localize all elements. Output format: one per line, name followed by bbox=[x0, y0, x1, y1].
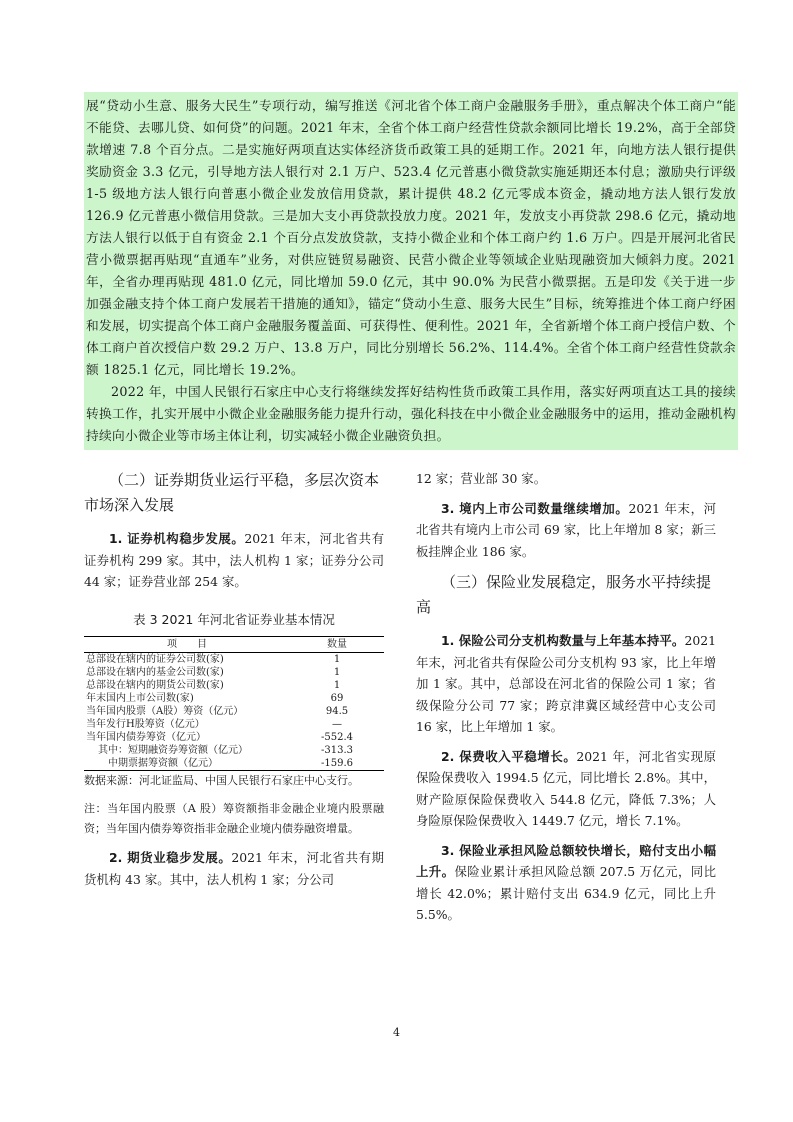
table-row: 当年国内债券筹资（亿元） -552.4 bbox=[86, 732, 353, 743]
table-row: 总部设在辖内的基金公司数(家) 1 bbox=[86, 667, 341, 678]
futures-paragraph: 2. 期货业稳步发展。2021 年末，河北省共有期货机构 43 家。其中，法人机构 1 家；分公司 bbox=[84, 850, 384, 887]
table-row: 当年国内股票（A股）筹资（亿元） 94.5 bbox=[86, 706, 349, 717]
left-column bbox=[84, 468, 384, 898]
policy-paragraph-2: 2022 年，中国人民银行石家庄中心支行将继续发挥好结构性货币政策工具作用，落实好两项直达工具的接续转换工作，扎实开展中小微企业金融服务能力提升行动，强化科技在中小微企业金融服务中的运用，推动金融机构持续向小微企业等市场主体让利，切实减轻小微企业融资负担。 bbox=[86, 384, 736, 443]
table-definition-note: 注：当年国内股票（A 股）筹资额指非金融企业境内股票融资；当年国内债券筹资指非金融企业境内债券融资增量。 bbox=[84, 802, 384, 835]
insurance-branches-lead: 1. 保险公司分支机构数量与上年基本持平。 bbox=[441, 633, 685, 648]
table-row: 年末国内上市公司数(家) 69 bbox=[86, 693, 344, 704]
securities-institutions-paragraph: 1. 证券机构稳步发展。2021 年末，河北省共有证券机构 299 家。其中，法人机构 1 家；证券分公司 44 家；证券营业部 254 家。 bbox=[84, 531, 384, 589]
table-header-value: 数量 bbox=[290, 637, 384, 653]
policy-paragraph-1: 展“贷动小生意、服务大民生”专项行动，编写推送《河北省个体工商户金融服务手册》，重点解决个体工商户“能不能贷、去哪儿贷、如何贷”的问题。2021 年末，全省个体工商户经营性贷款余额同比增长 19.2%，高于全部贷款增速 7.8 个百分点。二是实施好两项直达实体经济货币政策工具的延期工作。2021 年，向地方法人银行提供奖励资金 3.3 亿元，引导地方法人银行对 2.1 万户、523.4 亿元普惠小微贷款实施延期还本付息；激励央行评级 1-5 级地方法人银行向普惠小微企业发放信用贷款，累计提供 48.2 亿元零成本资金，撬动地方法人银行发放 126.9 亿元普惠小微信用贷款。三是加大支小再贷款投放力度。2021 年，发放支小再贷款 298.6 亿元，撬动地方法人银行以低于自有资金 2.1 个百分点发放贷款，支持小微企业和个体工商户约 1.6 万户。四是开展河北省民营小微票据再贴现“直通车”业务，对供应链贸易融资、民营小微企业等领域企业贴现融资加大倾斜力度。2021 年，全省办理再贴现 481.0 亿元，同比增加 59.0 亿元，其中 90.0% 为民营小微票据。五是印发《关于进一步加强金融支持个体工商户发展若干措施的通知》，锚定“贷动小生意、服务大民生”目标，统筹推进个体工商户纾困和发展，切实提高个体工商户金融服务覆盖面、可获得性、便利性。2021 年，全省新增个体工商户授信户数、个体工商户首次授信户数 29.2 万户、13.8 万户，同比分别增长 56.2%、114.4%。全省个体工商户经营性贷款余额 1825.1 亿元，同比增长 19.2%。 bbox=[86, 98, 736, 377]
futures-lead: 2. 期货业稳步发展。 bbox=[109, 850, 232, 865]
highlighted-policy-section bbox=[84, 92, 738, 450]
table-row: 中期票据筹资额（亿元） -159.6 bbox=[84, 757, 384, 771]
insurance-branches-paragraph: 1. 保险公司分支机构数量与上年基本持平。2021 年末，河北省共有保险公司分支机构 93 家，比上年增加 1 家。其中，总部设在河北省的保险公司 1 家；省级保险分公司 77 家；跨京津冀区域经营中心支公司 16 家，比上年增加 1 家。 bbox=[416, 633, 716, 734]
listed-companies-paragraph: 3. 境内上市公司数量继续增加。2021 年末，河北省共有境内上市公司 69 家，比上年增加 8 家；新三板挂牌企业 186 家。 bbox=[416, 500, 716, 559]
insurance-section-heading: （三）保险业发展稳定，服务水平持续提高 bbox=[416, 573, 712, 616]
premium-income-paragraph: 2. 保费收入平稳增长。2021 年，河北省实现原保险保费收入 1994.5 亿元，同比增长 2.8%。其中，财产险原保险保费收入 544.8 亿元，降低 7.3%；人身险原保险保费收入 1449.7 亿元，增长 7.1%。 bbox=[416, 748, 716, 828]
risk-coverage-paragraph: 3. 保险业承担风险总额较快增长，赔付支出小幅上升。保险业累计承担风险总额 207.5 万亿元，同比增长 42.0%；累计赔付支出 634.9 亿元，同比上升 5.5%。 bbox=[416, 842, 716, 922]
premium-income-lead: 2. 保费收入平稳增长。 bbox=[441, 748, 577, 764]
table-row: 总部设在辖内的期货公司数(家) 1 bbox=[86, 680, 341, 691]
securities-section-heading: （二）证券期货业运行平稳，多层次资本市场深入发展 bbox=[84, 471, 380, 514]
table-source-note: 数据来源：河北证监局、中国人民银行石家庄中心支行。 bbox=[84, 774, 359, 787]
table-row: 其中：短期融资券筹资额（亿元） -313.3 bbox=[98, 745, 353, 756]
page-number: 4 bbox=[393, 1026, 400, 1039]
table-caption: 表 3 2021 年河北省证券业基本情况 bbox=[133, 611, 335, 627]
futures-continuation: 12 家；营业部 30 家。 bbox=[416, 471, 547, 486]
table-row: 总部设在辖内的证券公司数(家) 1 bbox=[86, 654, 341, 665]
table-header-item: 项 目 bbox=[84, 637, 290, 653]
table-row: 当年发行H股筹资（亿元） — bbox=[86, 719, 342, 730]
securities-institutions-lead: 1. 证券机构稳步发展。 bbox=[109, 531, 245, 546]
securities-table bbox=[84, 636, 384, 771]
right-column bbox=[416, 468, 716, 934]
listed-companies-lead: 3. 境内上市公司数量继续增加。 bbox=[441, 500, 629, 516]
risk-coverage-lead: 3. 保险业承担风险总额较快增长，赔付支出小幅上升。 bbox=[416, 842, 716, 879]
